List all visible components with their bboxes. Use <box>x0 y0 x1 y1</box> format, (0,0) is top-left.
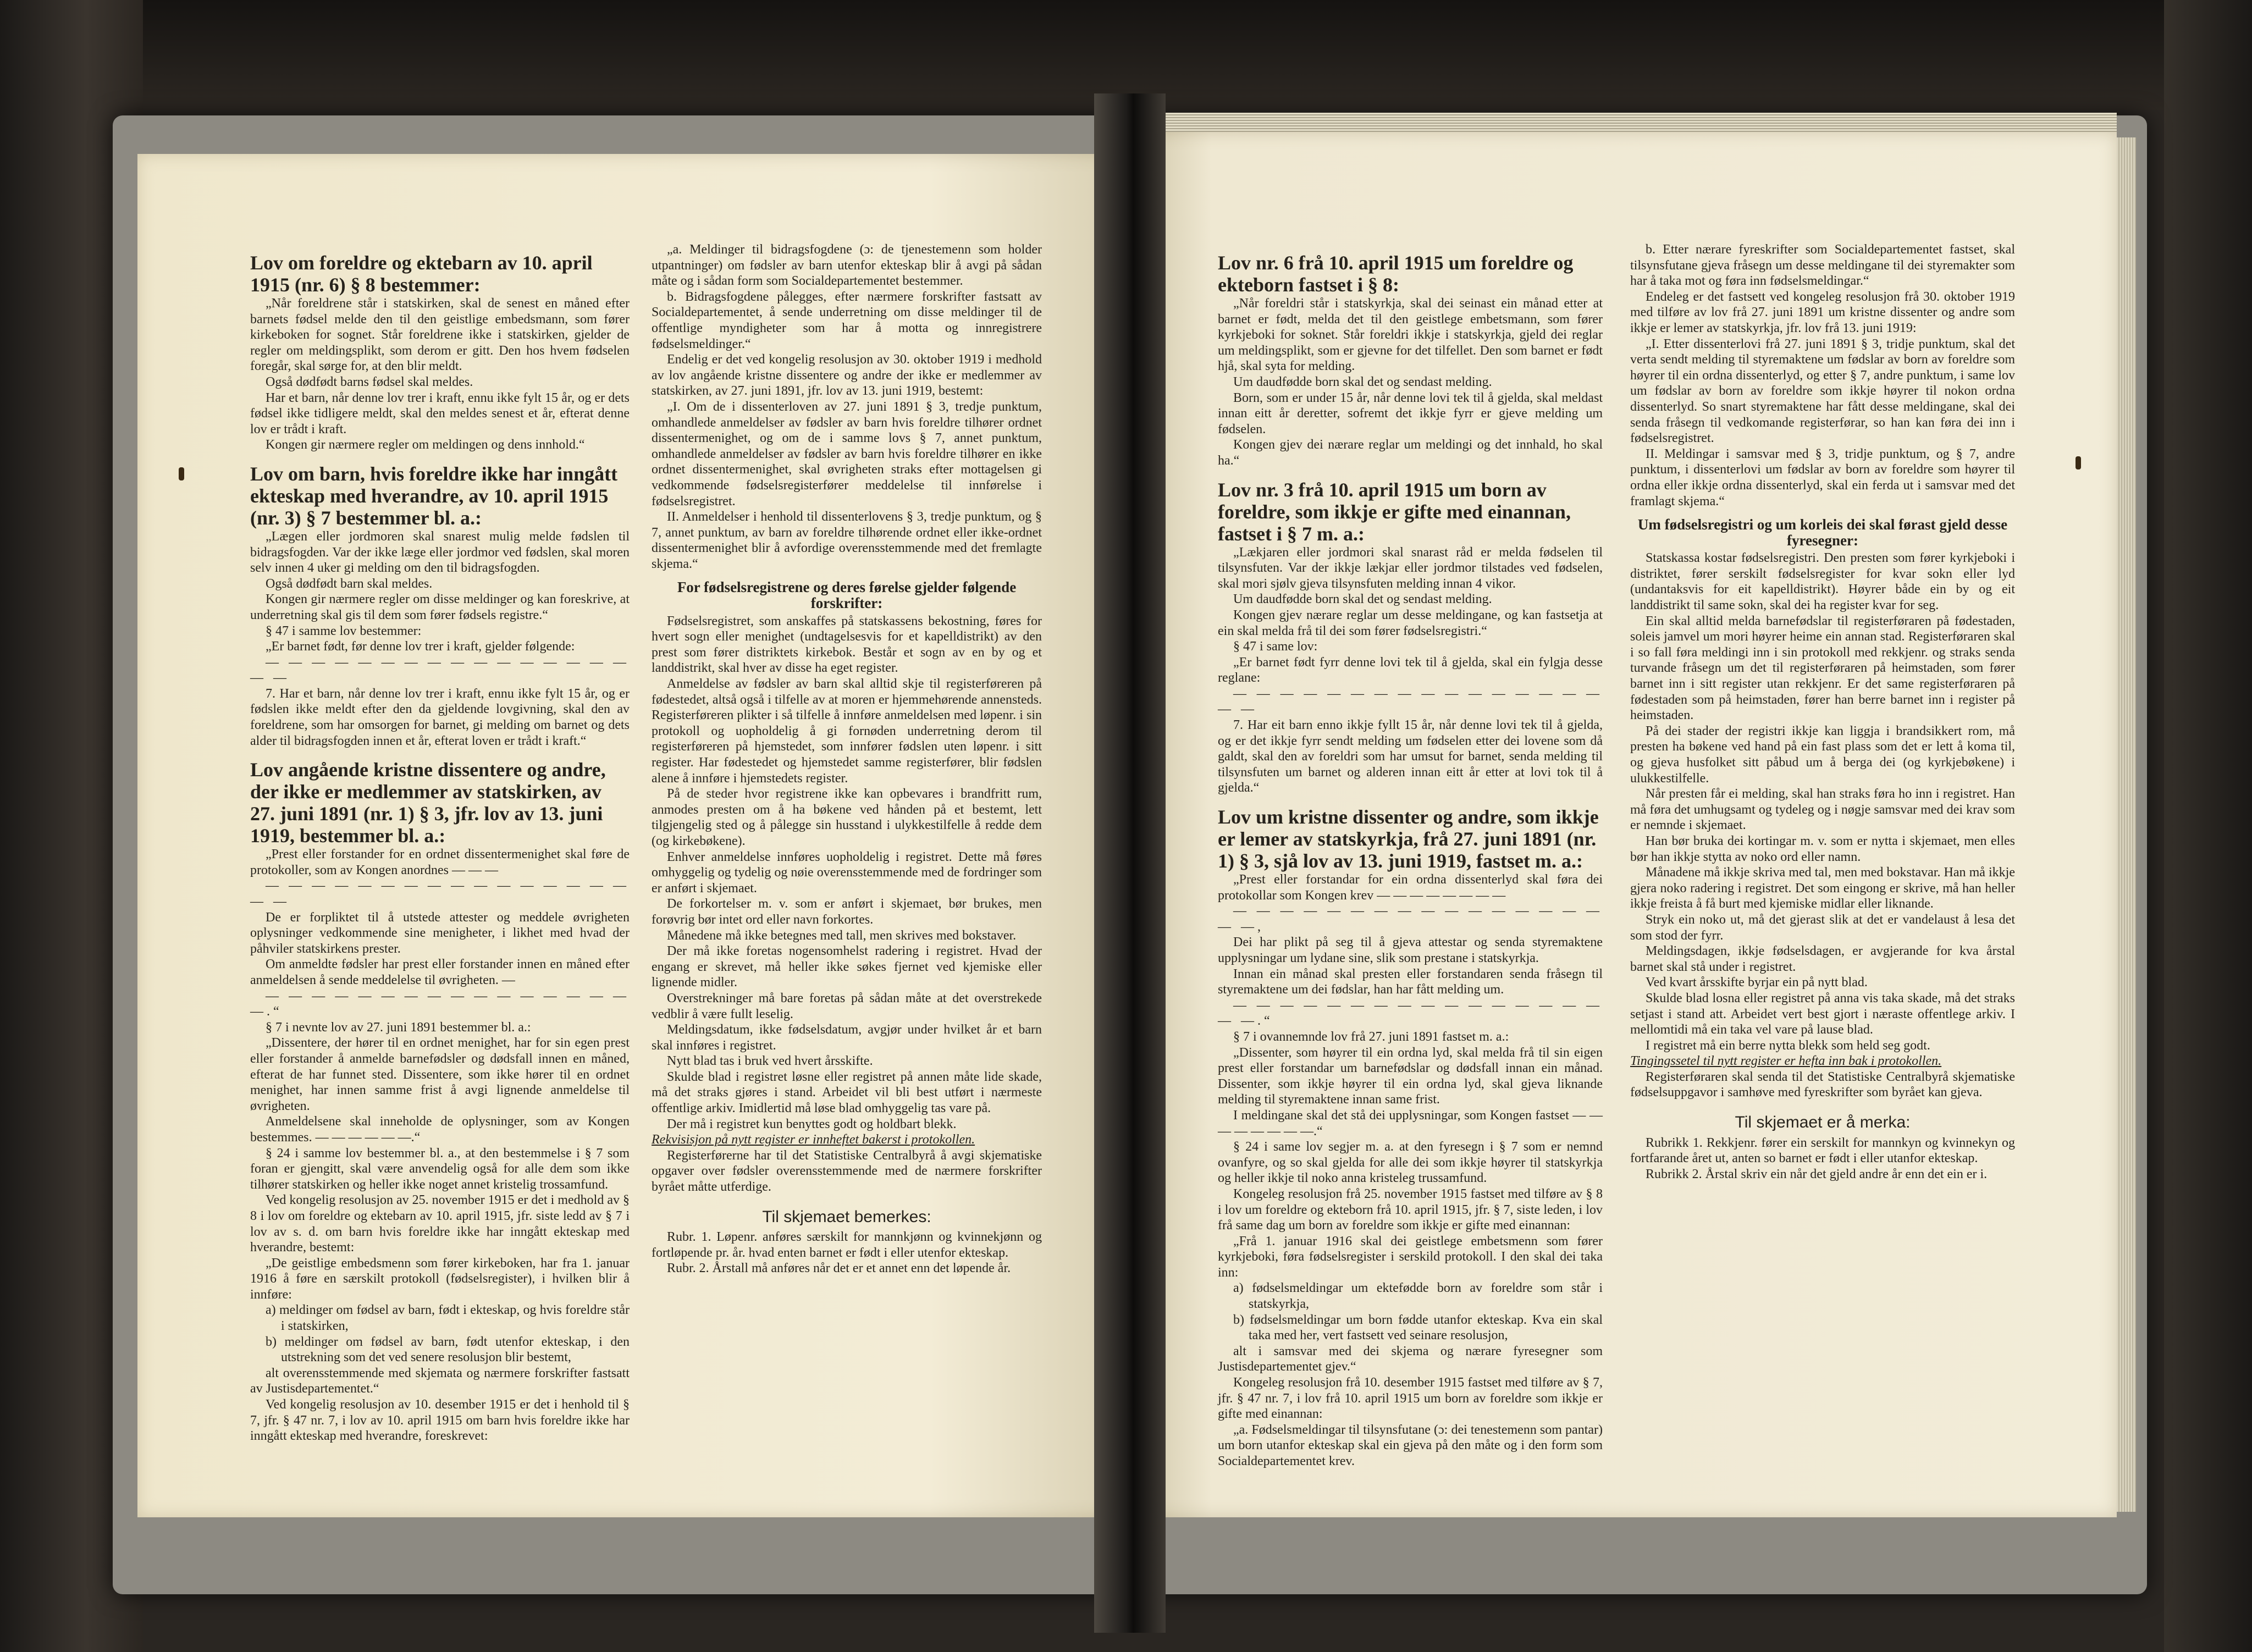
section-heading: Lov om foreldre og ektebarn av 10. april 1915 (nr. 6) § 8 bestemmer: <box>250 252 593 296</box>
paragraph: „Dissentere, der hører til en ordnet menighet, har for sin egen prest eller forstander å anmelde barnefødsler og dødsfall innen en måned, efterat de har funnet sted. Dissentere, som ikke hører til en ordnet menighet, har innen samme frist å avgi lignende anmeldelse til øvrigheten. <box>250 1036 630 1113</box>
paragraph: „Prest eller forstandar for ein ordna dissenterlyd skal føra dei protokollar som Kongen krev — — — — — — — — <box>1218 872 1603 903</box>
underlined-note: Tingingssetel til nytt register er hefta inn bak i protokollen. <box>1630 1054 1942 1069</box>
paragraph: De er forpliktet til å utstede attester og meddele øvrigheten oplysninger vedkommende sine menigheter, i likhet med hvad der påhviler statskirkens prester. <box>250 910 630 956</box>
paragraph: Innan ein månad skal presten eller forstandaren senda fråsegn til styremaktene um dei fødslar, han har fått melding um. <box>1218 966 1603 997</box>
paragraph: Registerføraren skal senda til det Statistiske Centralbyrå skjematiske fødselsuppgavor i samhøve med fyreskrifter som byrået kan gjeva. <box>1630 1069 2015 1100</box>
section-title: Til skjemaet bemerkes: <box>762 1207 931 1226</box>
paragraph: „Når foreldri står i statskyrkja, skal dei seinast ein månad etter at barnet er født, melda det til den geistlege embetsmann, som fører kyrkjeboki for soknet. Står foreldri ikkje i statskyrkja, gjeld dei reglar um meldingsplikt, som er gjevne for det tilfellet. Den som barnet er født hjå, skal syta for melding. <box>1218 296 1603 374</box>
paragraph: I meldingane skal det stå dei upplysningar, som Kongen fastset — — — — — — — —.“ <box>1218 1108 1603 1139</box>
paragraph: Endeleg er det fastsett ved kongeleg resolusjon frå 30. oktober 1919 med tilføre av lov frå 27. juni 1891 um kristne dissenter og andre som ikkje er lemer av statskyrkja, jfr. lov frå 13. juni 1919: <box>1630 289 2015 335</box>
section-title: Til skjemaet er å merka: <box>1735 1113 1911 1132</box>
paragraph: Rubr. 1. Løpenr. anføres særskilt for mannkjønn og kvinnekjønn og fortløpende pr. år. hvad enten barnet er født i eller utenfor ekteskap. <box>652 1230 1042 1260</box>
paragraph: „I. Om de i dissenterloven av 27. juni 1891 § 3, tredje punktum, omhandlede anmeldelser av fødsler av barn hvis foreldre tilhører ordnet dissentermenighet, og om de i samme lovs § 7, annet punktum, omhandlede anmeldelser av fødsler av barn hvis foreldre tilhører en ikke ordnet dissentermenighet, skal øvrigheten straks efter mottagelsen gi vedkommende fødselsregisterfører meddelelse til innførelse i fødselsregistret. <box>652 399 1042 509</box>
paragraph: Om anmeldte fødsler har prest eller forstander innen en måned efter anmeldelsen å sende meddelelse til øvrigheten. — <box>250 957 630 987</box>
paragraph: Kongen gir nærmere regler om disse meldinger og kan foreskrive, at underretning skal gis til dem som fører fødsels registre.“ <box>250 592 630 622</box>
paragraph: Han bør bruka dei kortingar m. v. som er nytta i skjemaet, men elles bør han ikkje stytta av noko ord eller namn. <box>1630 833 2015 864</box>
paragraph: Skulde blad losna eller registret på anna vis taka skade, må det straks setjast i stand att. Arbeidet vert best gjort i næraste offentlege arkiv. I mellomtidi må ein taka vel vare på lause blad. <box>1630 991 2015 1037</box>
dash-line: — — — — — — — — — — — — — — — — — —.“ <box>1218 998 1603 1029</box>
paragraph: Um daudfødde born skal det og sendast melding. <box>1233 592 1492 607</box>
paragraph: Når presten får ei melding, skal han straks føra ho inn i registret. Han må føra det umhugsamt og tydeleg og i nøgje samsvar med dei krav som er nemnde i skjemaet. <box>1630 787 2015 833</box>
paragraph: På de steder hvor registrene ikke kan opbevares i brandfritt rum, anmodes presten om å ha bøkene ved hånden på et bestemt, lett tilgjengelig sted og å pålegge sin husstand i ulykkestilfelle å redde dem (og kirkebøkene). <box>652 787 1042 848</box>
paragraph: II. Meldingar i samsvar med § 3, tridje punktum, og § 7, andre punktum, i dissenterlovi um fødslar av born av foreldre som høyrer til ordna eller ikkje ordna dissenterlyd, skal ein ferda ut i samsvar med det framlagt skjema.“ <box>1630 446 2015 509</box>
paragraph: 7. Har et barn, når denne lov trer i kraft, ennu ikke fylt 15 år, og er fødslen ikke meldt efter den da gjeldende lovgivning, skal den av foreldrene, som har omsorgen for barnet, gi melding om barnet og dets alder til bidragsfogden innen et år, efterat loven er trådt i kraft.“ <box>250 686 630 748</box>
paragraph: Rubrikk 2. Årstal skriv ein når det gjeld andre år enn det ein er i. <box>1646 1167 1988 1181</box>
section-heading: Lov nr. 3 frå 10. april 1915 um born av foreldre, som ikkje er gifte med einannan, fastset i § 7 m. a.: <box>1218 478 1571 545</box>
paragraph: 7. Har eit barn enno ikkje fyllt 15 år, når denne lovi tek til å gjelda, og er det ikkje fyrr sendt melding um fødselen etter dei lovene som då galdt, skal den av foreldri som har umsut for barnet, senda melding til tilsynsfuten um barnet og alderen innan eitt år etter at lovi tok til å gjelda.“ <box>1218 718 1603 795</box>
paragraph: Der må ikke foretas nogensomhelst radering i registret. Hvad der engang er skrevet, må heller ikke søkes fjernet ved kjemiske eller lignende midler. <box>652 944 1042 990</box>
page-edges-right <box>2117 137 2136 1512</box>
paragraph: alt i samsvar med dei skjema og nærare fyresegner som Justisdepartementet gjev.“ <box>1218 1344 1603 1374</box>
paragraph: Ved kongelig resolusjon av 25. november 1915 er det i medhold av § 8 i lov om foreldre og ektebarn av 10. april 1915, jfr. siste ledd av § 7 i lov av s. d. om barn hvis foreldre ikke har inngått ekteskap med hverandre, bestemt: <box>250 1193 630 1255</box>
paragraph: Statskassa kostar fødselsregistri. Den presten som fører kyrkjeboki i distriktet, fører serskilt fødselsregister for kvar sokn eller lyd (undantaksvis for eit kapelldistrikt). Høyrer både ein by og eit landdistrikt til same sokn, skal dei ha register kvar for seg. <box>1630 551 2015 613</box>
paragraph: Månedene må ikke betegnes med tall, men skrives med bokstaver. <box>667 928 1017 943</box>
left-page-column-1 <box>250 242 630 1444</box>
paragraph: Born, som er under 15 år, når denne lovi tek til å gjelda, skal meldast innan eitt år deretter, sofremt det ikkje fyrr er gjeve melding um fødselen. <box>1218 390 1603 437</box>
paragraph: II. Anmeldelser i henhold til dissenterlovens § 3, tredje punktum, og § 7, annet punktum, av barn av foreldre tilhørende ordnet eller ikke-ordnet dissentermenighet blir å avfordige overensstemmende med det fremlagte skjema.“ <box>652 510 1042 571</box>
section-heading: Lov om barn, hvis foreldre ikke har inngått ekteskap med hverandre, av 10. april 1915 (nr. 3) § 7 bestemmer bl. a.: <box>250 462 618 529</box>
paragraph: „a. Fødselsmeldingar til tilsynsfutane (ɔ: dei tenestemenn som pantar) um born utanfor ekteskap skal ein gjeva på den måte og i den form som Socialdepartementet krev. <box>1218 1422 1603 1468</box>
paragraph: Også dødfødt barns fødsel skal meldes. <box>266 374 473 389</box>
paragraph: Har et barn, når denne lov trer i kraft, ennu ikke fylt 15 år, og er dets fødsel ikke tidligere meldt, skal den meldes senest et år, efterat denne lov er trådt i kraft. <box>250 390 630 437</box>
list-item: a) meldinger om fødsel av barn, født i ekteskap, og hvis foreldre står i statskirken, <box>266 1303 630 1334</box>
paragraph: „Lækjaren eller jordmori skal snarast råd er melda fødselen til tilsynsfuten. Var der ikkje lækjar eller jordmor tilstades ved fødselen, skal mori sjølv gjeva tilsynsfuten melding innan 4 vikor. <box>1218 545 1603 591</box>
paragraph: I registret må ein berre nytta blekk som held seg godt. <box>1646 1038 1930 1053</box>
paragraph: „Er barnet født fyrr denne lovi tek til å gjelda, skal ein fylgja desse reglane: <box>1218 655 1603 686</box>
paragraph: § 47 i same lov: <box>1233 639 1318 654</box>
paragraph: § 7 i nevnte lov av 27. juni 1891 bestemmer bl. a.: <box>266 1020 531 1035</box>
list-item: b) meldinger om fødsel av barn, født utenfor ekteskap, i den utstrekning som det ved senere resolusjon blir bestemt, <box>266 1334 630 1365</box>
paragraph: På dei stader der registri ikkje kan liggja i brandsikkert rom, må presten ha bøkene ved hand på ein fast plass som det er lett å koma til, og gjeva husfolket sitt påbud um å berga dei (og kyrkjebøkene) i ulukkestilfelle. <box>1630 723 2015 786</box>
paragraph: Kongeleg resolusjon frå 25. november 1915 fastset med tilføre av § 8 i lov um foreldre og ekteborn frå 10. april 1915, jfr. § 7, siste leden, i lov frå same dag um born av foreldre som ikkje er gifte med einannan: <box>1218 1186 1603 1233</box>
paragraph: Ein skal alltid melda barnefødslar til registerføraren på fødestaden, soleis jamvel um mori høyrer heime ein annan stad. Registerføraren skal i so fall føra meldingi inn i sin protokoll med rekkjenr. og straks senda turvande fråsegn um det til registerføraren på heimstaden, som fører barnet inn i sitt register utan rekkjenr. Er det same registerføraren på fødestaden som på heimstaden, fører han berre barnet inn i register på heimstaden. <box>1630 614 2015 723</box>
paragraph: Kongen gjev nærare reglar um desse meldingane, og kan fastsetja at ein skal melda frå til dei som fører fødselsregistri.“ <box>1218 607 1603 638</box>
list-item: a) fødselsmeldingar um ektefødde born av foreldre som står i statskyrkja, <box>1233 1281 1603 1312</box>
paragraph: „Når foreldrene står i statskirken, skal de senest en måned efter barnets fødsel melde den til den geistlige embedsmann, som fører kirkeboken for sognet. Står foreldrene ikke i statskirken, gjelder de regler om meldingsplikt, som derom er gitt. Den hos hvem fødselen foregår, skal sørge for, at den blir meldt. <box>250 296 630 374</box>
paragraph: Kongeleg resolusjon frå 10. desember 1915 fastset med tilføre av § 7, jfr. § 47 nr. 7, i lov frå 10. april 1915 um born av foreldre som ikkje er gifte med einannan: <box>1218 1375 1603 1422</box>
paragraph: Fødselsregistret, som anskaffes på statskassens bekostning, føres for hvert sogn eller menighet (undtagelsesvis for et kapelldistrikt) av den prest som fører distriktets kirkebok. Består et sogn av en by og et landdistrikt, skal hver av disse ha eget register. <box>652 614 1042 676</box>
paragraph: Også dødfødt barn skal meldes. <box>266 576 433 591</box>
paragraph: Kongen gjev dei nærare reglar um meldingi og det innhald, ho skal ha.“ <box>1218 438 1603 468</box>
paragraph: Anmeldelsene skal inneholde de oplysninger, som av Kongen bestemmes. — — — — — —.“ <box>250 1114 630 1145</box>
section-heading: Lov nr. 6 frå 10. april 1915 um foreldre og ekteborn fastset i § 8: <box>1218 252 1574 296</box>
paragraph: Endelig er det ved kongelig resolusjon av 30. oktober 1919 i medhold av lov angående kristne dissentere og andre der ikke er medlemmer av statskirken, av 27. juni 1891, jfr. lov av 13. juni 1919, bestemt: <box>652 352 1042 399</box>
dash-line: — — — — — — — — — — — — — — — — — — <box>1218 686 1603 717</box>
subheading: Um fødselsregistri og um korleis dei skal førast gjeld desse fyresegner: <box>1637 516 2008 549</box>
dash-line: — — — — — — — — — — — — — — — — — — <box>250 879 630 909</box>
right-page-column-1 <box>1218 242 1603 1469</box>
dash-line: — — — — — — — — — — — — — — — — — —, <box>1218 904 1603 934</box>
paragraph: Overstrekninger må bare foretas på sådan måte at det overstrekede vedblir å være fullt leselig. <box>652 991 1042 1021</box>
paragraph: Rubrikk 1. Rekkjenr. fører ein serskilt for mannkyn og kvinnekyn og fortfarande året ut, anten so barnet er født i eller utanfor ekteskap. <box>1630 1135 2015 1166</box>
paragraph: Registerførerne har til det Statistiske Centralbyrå å avgi skjematiske opgaver over fødsler overensstemmende med de nærmere forskrifter byrået måtte utferdige. <box>652 1148 1042 1195</box>
paragraph: § 24 i same lov segjer m. a. at den fyresegn i § 7 som er nemnd ovanfyre, og so skal gjelda for alle dei som ikkje høyrer til statskyrkja og heller ikkje til noko anna kristeleg trussamfund. <box>1218 1140 1603 1186</box>
paragraph: b. Bidragsfogdene pålegges, efter nærmere forskrifter fastsatt av Socialdepartementet, å sende underretning om disse meldinger til de offentlige myndigheter som har å motta og innregistrere fødselsmeldinger.“ <box>652 289 1042 351</box>
list-item: b) fødselsmeldingar um born fødde utanfor ekteskap. Kva ein skal taka med her, vert fastsett ved seinare resolusjon, <box>1233 1312 1603 1343</box>
ink-mark <box>179 467 184 480</box>
paragraph: „De geistlige embedsmenn som fører kirkeboken, har fra 1. januar 1916 å føre en særskilt protokoll (fødselsregister), i hvilken blir å innføre: <box>250 1256 630 1302</box>
dash-line: — — — — — — — — — — — — — — — — —.“ <box>250 988 630 1019</box>
paragraph: b. Etter nærare fyreskrifter som Socialdepartementet fastset, skal tilsynsfutane gjeva fråsegn um desse meldingane til dei styremakter som har å taka mot og føra inn fødselsmeldingar.“ <box>1630 242 2015 289</box>
paragraph: Meldingsdagen, ikkje fødselsdagen, er avgjerande for kva årstal barnet skal stå under i registret. <box>1630 944 2015 974</box>
paragraph: De forkortelser m. v. som er anført i skjemaet, bør brukes, men forøvrig bør intet ord eller navn forkortes. <box>652 897 1042 927</box>
paragraph: Nytt blad tas i bruk ved hvert årsskifte. <box>667 1054 873 1069</box>
paragraph: „Dissenter, som høyrer til ein ordna lyd, skal melda frå til sin eigen prest eller forstandar um barnefødslar og dødsfall innan ein månad. Dissenter, som ikkje høyrer til ein ordna lyd, skal gjeva liknande melding til styremaktene innan same frist. <box>1218 1045 1603 1107</box>
background-right <box>2164 0 2252 1652</box>
section-heading: Lov angående kristne dissentere og andre, der ikke er medlemmer av statskirken, av 27. juni 1891 (nr. 1) § 3, jfr. lov av 13. juni 1919, bestemmer bl. a.: <box>250 759 606 847</box>
paragraph: Stryk ein noko ut, må det gjerast slik at det er vandelaust å lesa det som stod der fyrr. <box>1630 912 2015 943</box>
paragraph: § 47 i samme lov bestemmer: <box>266 623 422 638</box>
paragraph: „Prest eller forstander for en ordnet dissentermenighet skal føre de protokoller, som av Kongen anordnes — — — <box>250 847 630 877</box>
underlined-note: Rekvisisjon på nytt register er innheftet bakerst i protokollen. <box>652 1132 975 1147</box>
paragraph: Dei har plikt på seg til å gjeva attestar og senda styremaktene upplysningar um lydane sine, slik som prestane i statskyrkja. <box>1218 935 1603 965</box>
paragraph: § 24 i samme lov bestemmer bl. a., at den bestemmelse i § 7 som foran er gjengitt, skal være anvendelig også for alle dem som ikke tilhører statskirken og heller ikke noget annet kristelig trossamfund. <box>250 1146 630 1192</box>
paragraph: „Er barnet født, før denne lov trer i kraft, gjelder følgende: <box>266 639 575 654</box>
section-heading: Lov um kristne dissenter og andre, som ikkje er lemer av statskyrkja, frå 27. juni 1891 (nr. 1) § 3, sjå lov av 13. juni 1919, fastset m. a.: <box>1218 806 1599 872</box>
paragraph: Månadene må ikkje skriva med tal, men med bokstavar. Han må ikkje gjera noko radering i registret. Det som eingong er skrive, må han heller ikkje freista å få burt med kjemiske midlar eller liknande. <box>1630 865 2015 911</box>
right-page-column-2 <box>1630 242 2015 1182</box>
paragraph: Skulde blad i registret løsne eller registret på annen måte lide skade, må det straks gjøres i stand. Arbeidet vil bli best utført i nærmeste offentlige arkiv. Imidlertid må løse blad omhyggelig tas vare på. <box>652 1069 1042 1116</box>
paragraph: Ved kvart årsskifte byrjar ein på nytt blad. <box>1646 975 1868 990</box>
paragraph: Anmeldelse av fødsler av barn skal alltid skje til registerføreren på fødestedet, altså også i tilfelle av at moren er hjemmehørende annensteds. Registerføreren plikter i så tilfelle å innføre anmeldelsen med løpenr. i sin protokoll og uopholdelig å gi fornøden underretning derom til registerføreren på hjemstedet, som innfører fødslen uten løpenr. i sitt register. Har fødestedet og hjemstedet samme registerfører, blir fødslen alene å innføre i hjemstedets register. <box>652 677 1042 786</box>
dash-line: — — — — — — — — — — — — — — — — — — <box>250 655 630 686</box>
paragraph: Rubr. 2. Årstall må anføres når det er et annet enn det løpende år. <box>667 1261 1011 1276</box>
paragraph: „I. Etter dissenterlovi frå 27. juni 1891 § 3, tridje punktum, skal det verta sendt melding til styremaktene um fødslar av born av foreldre som høyrer til ein ordna dissenterlyd, og etter § 7, andre punktum, i same lov um fødslar av born av foreldre som ikkje høyrer til nokon ordna dissenterlyd. So snart styremaktene har fått desse meldingane, skal dei senda fråsegn til vedkomande registerførar, so han kan føra dei inn i fødselsregistret. <box>1630 336 2015 446</box>
ink-mark <box>2076 456 2081 469</box>
paragraph: Enhver anmeldelse innføres uopholdelig i registret. Dette må føres omhyggelig og tydelig og nøie overensstemmende med de fordringer som er anført i skjemaet. <box>652 849 1042 896</box>
paragraph: Der må i registret kun benyttes godt og holdbart blekk. <box>667 1117 957 1131</box>
page-edges-top <box>1138 113 2117 135</box>
paragraph: „Lægen eller jordmoren skal snarest mulig melde fødslen til bidragsfogden. Var der ikke læge eller jordmor ved fødslen, skal moren selv innen 4 uker gi melding om den til bidragsfogden. <box>250 529 630 576</box>
book-spine <box>1094 93 1166 1633</box>
paragraph: Kongen gir nærmere regler om meldingen og dens innhold.“ <box>266 438 585 452</box>
paragraph: Meldingsdatum, ikke fødselsdatum, avgjør under hvilket år et barn skal innføres i registret. <box>652 1023 1042 1053</box>
paragraph: „a. Meldinger til bidragsfogdene (ɔ: de tjenestemenn som holder utpantninger) om fødsler av barn utenfor ekteskap blir å avgi på sådan måte og i sådan form som Socialdepartementet bestemmer. <box>652 242 1042 289</box>
paragraph: Ved kongelig resolusjon av 10. desember 1915 er det i henhold til § 7, jfr. § 47 nr. 7, i lov av 10. april 1915 om barn hvis foreldre ikke har inngått ekteskap med hverandre, foreskrevet: <box>250 1397 630 1444</box>
subheading: For fødselsregistrene og deres førelse gjelder følgende forskrifter: <box>677 579 1017 612</box>
paragraph: „Frå 1. januar 1916 skal dei geistlege embetsmenn som fører kyrkjeboki, føra fødselsregister i serskild protokoll. I den skal dei taka inn: <box>1218 1234 1603 1280</box>
paragraph: § 7 i ovannemnde lov frå 27. juni 1891 fastset m. a.: <box>1233 1029 1509 1044</box>
paragraph: alt overensstemmende med skjemata og nærmere forskrifter fastsatt av Justisdepartementet.“ <box>250 1366 630 1396</box>
left-page-column-2 <box>652 242 1042 1277</box>
paragraph: Um daudfødde born skal det og sendast melding. <box>1233 374 1492 389</box>
